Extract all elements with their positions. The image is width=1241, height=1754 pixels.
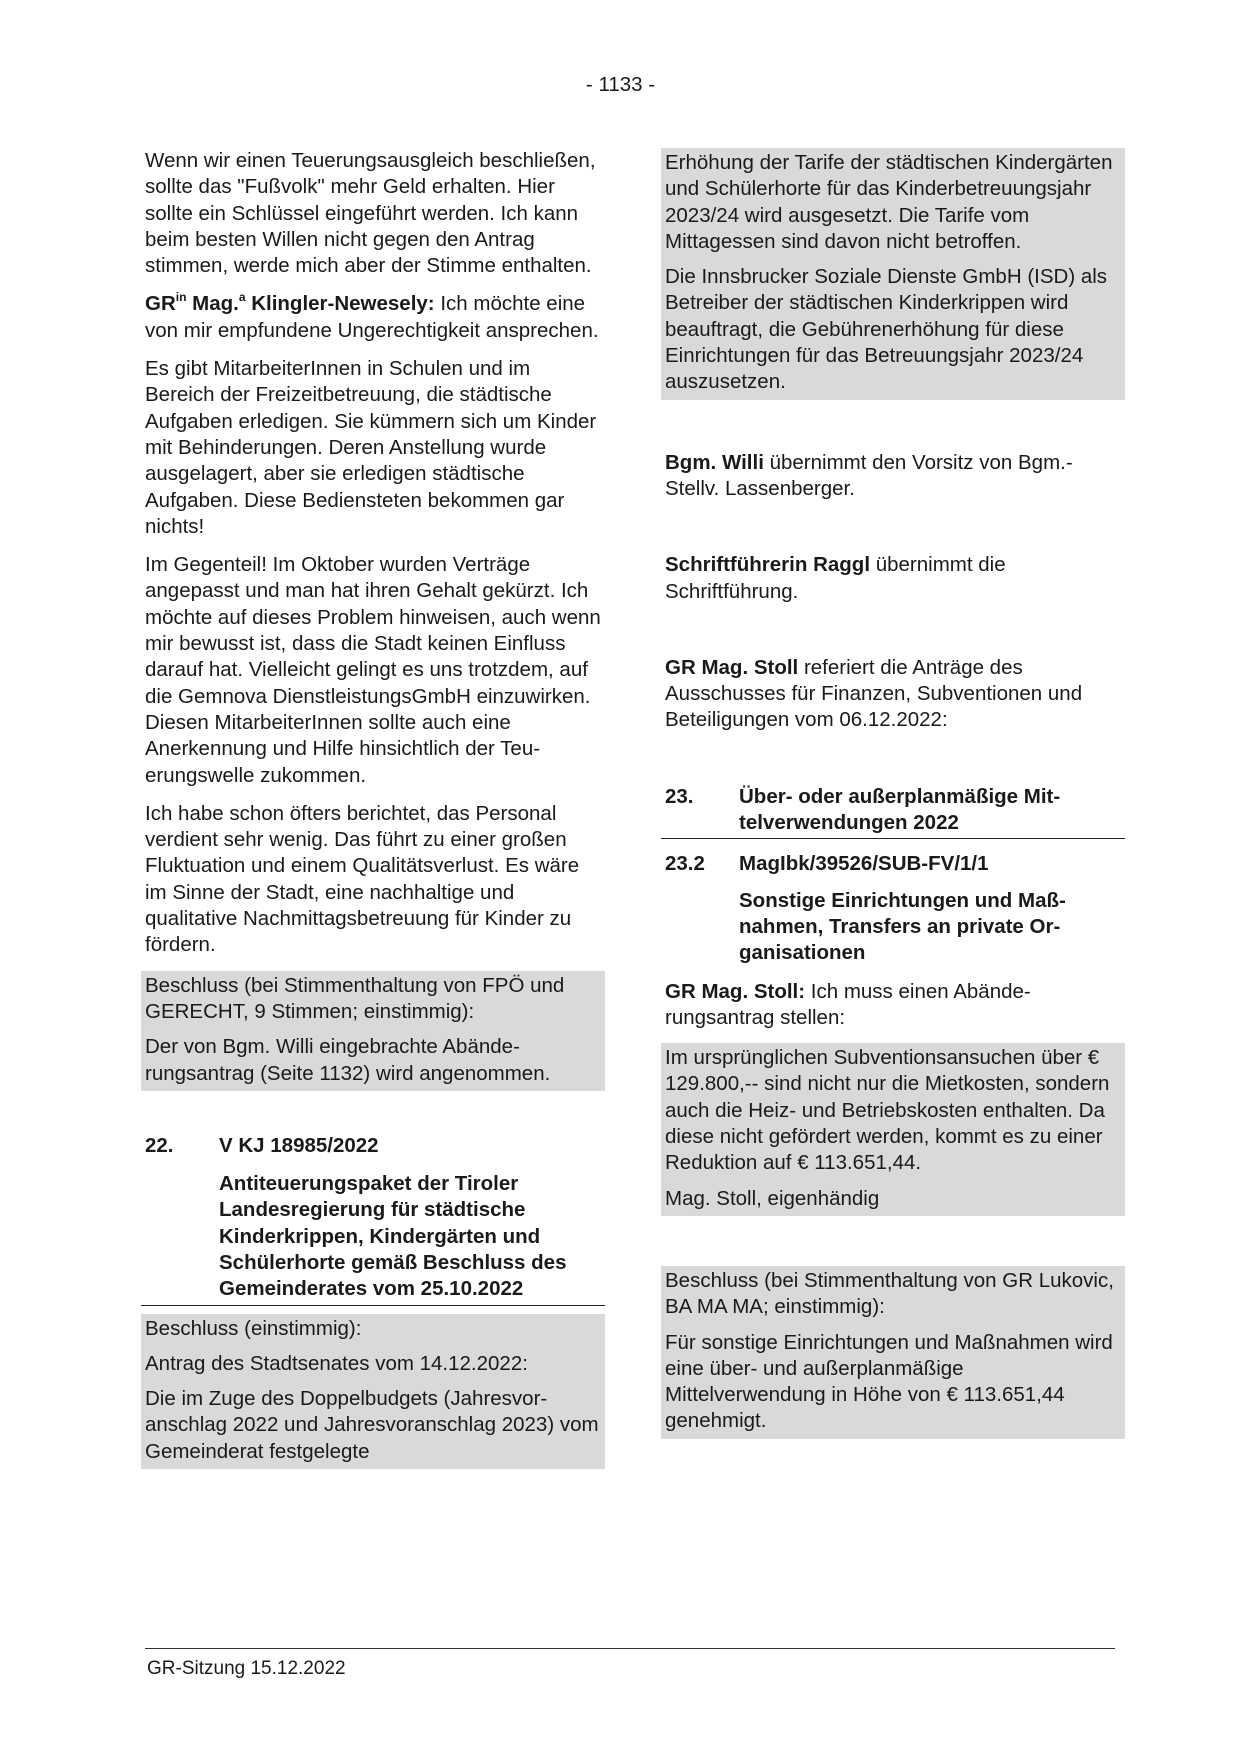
resolution-text: Antrag des Stadtsenates vom 14.12.2022: — [145, 1351, 528, 1375]
left-column — [145, 148, 605, 1481]
paragraph: Im Gegenteil! Im Oktober wurden Verträge angepasst und man hat ihren Gehalt gekürzt. Ich möchte auf dieses Problem hinweisen, auch wenn mir bewusst ist, dass die Stadt keinen Einfluss darauf hat. Vielleicht gelingt es uns trotzdem, auf die Gemnova DienstleistungsGmbH einzuwirken. Diesen MitarbeiterInnen sollte auch eine Anerkennung und Hilfe hinsichtlich der Teuerungswelle zukommen. — [145, 553, 601, 787]
resolution-text: Für sonstige Einrichtungen und Maßnahmen wird eine über- und außerplanmäßige Mittelverwendung in Höhe von € 113.651,44 genehmigt. — [665, 1330, 1113, 1433]
resolution-box — [661, 148, 1125, 400]
speaker-name: GR Mag. Stoll: — [665, 979, 806, 1003]
speaker-paragraph: GR Mag. Stoll: Ich muss einen Abänderungsantrag stellen: — [665, 979, 1031, 1029]
resolution-text: Die im Zuge des Doppelbudgets (Jahresvoranschlag 2022 und Jahresvoranschlag 2023) vom Gemeinderat festgelegte — [145, 1387, 599, 1463]
resolution-heading: Beschluss (bei Stimmenthaltung von FPÖ und GERECHT, 9 Stimmen; einstimmig): — [145, 973, 565, 1023]
footer-text: GR-Sitzung 15.12.2022 — [147, 1658, 346, 1679]
resolution-heading: Beschluss (einstimmig): — [145, 1316, 362, 1340]
resolution-text: Erhöhung der Tarife der städtischen Kindergärten und Schülerhorte für das Kinderbetreuungsjahr 2023/24 wird ausgesetzt. Die Tarife vom Mittagessen sind davon nicht betroffen. — [665, 151, 1113, 253]
amendment-signature: Mag. Stoll, eigenhändig — [665, 1186, 880, 1210]
agenda-item-title: Antiteuerungspaket der Tiroler Landesregierung für städtische Kinderkrippen, Kindergärten und Schülerhorte gemäß Beschluss des Gemeinderates vom 25.10.2022 — [141, 1171, 605, 1305]
agenda-item-22 — [145, 1133, 605, 1159]
speaker-text: Ich möchte eine von mir empfundene Ungerechtigkeit ansprechen. — [145, 292, 599, 342]
speaker-paragraph — [145, 291, 605, 344]
resolution-box — [141, 1314, 605, 1469]
agenda-item-title: Über- oder außerplanmäßige Mittelverwendungen 2022 — [739, 784, 1061, 835]
resolution-text: Der von Bgm. Willi eingebrachte Abänderungsantrag (Seite 1132) wird angenommen. — [145, 1035, 551, 1085]
person-name: Schriftführerin Raggl — [665, 553, 871, 577]
report-paragraph: GR Mag. Stoll referiert die Anträge des Ausschusses für Finanzen, Subventionen und Beteiligungen vom 06.12.2022: — [665, 655, 1083, 732]
speaker-name: $GR^{in}$ Mag.$^a$ Klingler-Newesely: — [145, 289, 435, 316]
secretary-paragraph: Schriftführerin Raggl übernimmt die Schriftführung. — [665, 553, 1006, 603]
agenda-item-code: V KJ 18985/2022 — [219, 1133, 379, 1157]
person-name: GR Mag. Stoll — [665, 655, 799, 679]
amendment-text: Im ursprünglichen Subventionsansuchen über € 129.800,-- sind nicht nur die Mietkosten, sondern auch die Heiz- und Betriebskosten enthalten. Da diese nicht gefördert werden, kommt es zu einer Reduktion auf € 113.651,44. — [665, 1046, 1110, 1175]
resolution-heading: Beschluss (bei Stimmenthaltung von GR Lukovic, BA MA MA; einstimmig): — [665, 1268, 1114, 1319]
paragraph: Ich habe schon öfters berichtet, das Personal verdient sehr wenig. Das führt zu einer großen Fluktuation und einem Qualitätsverlust. Es wäre im Sinne der Stadt, eine nachhaltige und qualitative Nachmittagsbetreuung für Kinder zu fördern. — [145, 801, 580, 957]
page-number: - 1133 - — [585, 73, 656, 96]
agenda-item-number: 23.2 — [665, 852, 705, 876]
agenda-item-title: Sonstige Einrichtungen und Maßnahmen, Transfers an private Organisationen — [739, 888, 1066, 965]
resolution-text: Die Innsbrucker Soziale Dienste GmbH (ISD) als Betreiber der städtischen Kinderkrippen wird beauftragt, die Gebührenerhöhung für diese Einrichtungen für das Betreuungsjahr 2023/24 auszusetzen. — [665, 265, 1108, 394]
agenda-item-23 — [661, 784, 1125, 840]
agenda-item-number: 23. — [665, 784, 694, 808]
right-column — [665, 148, 1125, 1451]
person-name: Bgm. Willi — [665, 450, 764, 474]
agenda-item-number: 22. — [145, 1133, 174, 1157]
amendment-box — [661, 1043, 1125, 1216]
chair-paragraph: Bgm. Willi übernimmt den Vorsitz von Bgm.-Stellv. Lassenberger. — [665, 450, 1073, 500]
paragraph: Wenn wir einen Teuerungsausgleich beschließen, sollte das "Fußvolk" mehr Geld erhalten. Hier sollte ein Schlüssel eingeführt werden. Ich kann beim besten Willen nicht gegen den Antrag stimmen, werde mich aber der Stimme enthalten. — [145, 149, 596, 278]
resolution-box — [141, 971, 605, 1091]
agenda-item-23-2 — [665, 851, 1125, 877]
agenda-item-code: MagIbk/39526/SUB-FV/1/1 — [739, 852, 989, 876]
footer-divider — [145, 1648, 1115, 1649]
paragraph: Es gibt MitarbeiterInnen in Schulen und im Bereich der Freizeitbetreuung, die städtische Aufgaben erledigen. Sie kümmern sich um Kinder mit Behinderungen. Deren Anstellung wurde ausgelagert, aber sie erledigen städtische Aufgaben. Diese Bediensteten bekommen gar nichts! — [145, 357, 597, 538]
resolution-box — [661, 1266, 1125, 1439]
